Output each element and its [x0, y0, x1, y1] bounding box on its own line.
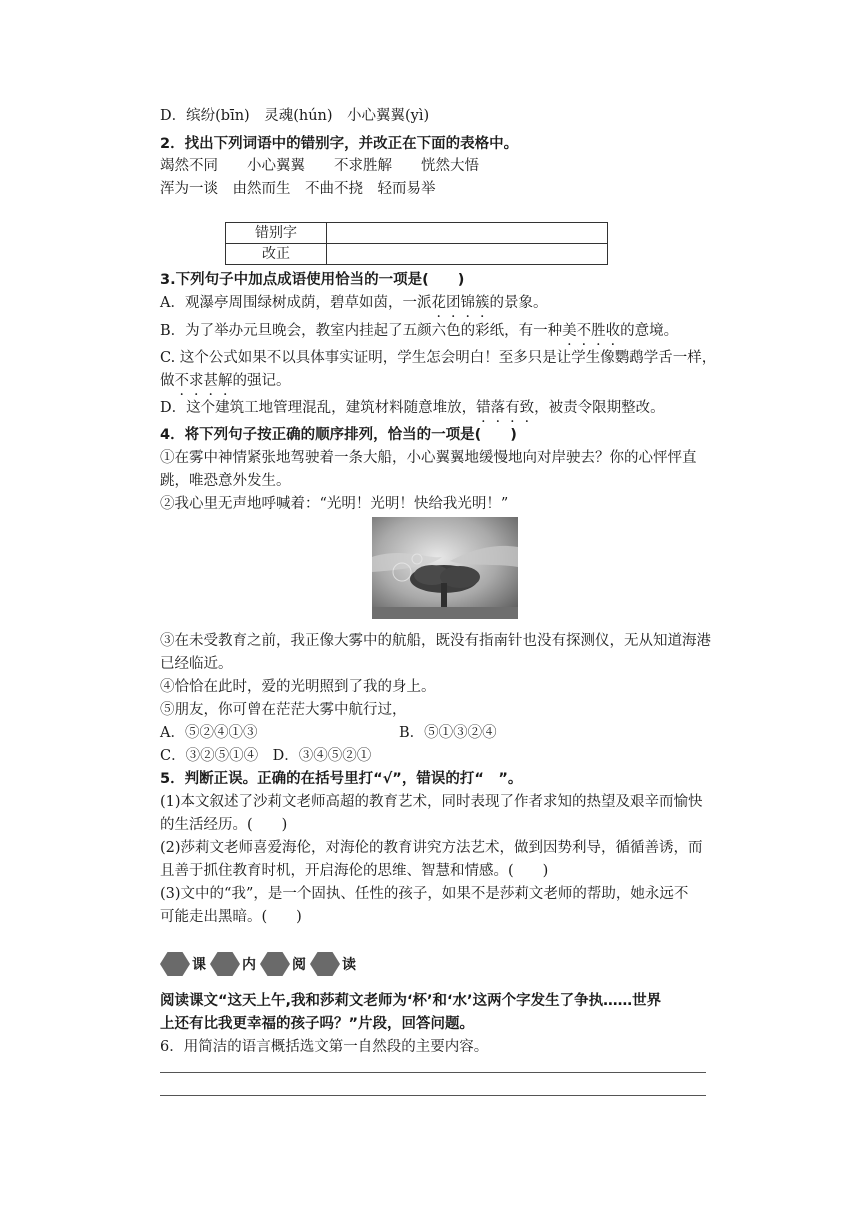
- dotted-char: 锦: [460, 295, 475, 311]
- q3-stem: 3.下列句子中加点成语使用恰当的一项是( ): [160, 272, 465, 288]
- option-text: 的强记。: [232, 373, 291, 389]
- q1-option-d: D．缤纷(bīn) 灵魂(hún) 小心翼翼(yì): [160, 108, 430, 124]
- q4-sentence-3a: ③在未受教育之前，我正像大雾中的航船，既没有指南针也没有探测仪，无从知道海港: [160, 633, 711, 649]
- banner-char: 课: [192, 957, 206, 973]
- q3-option-c-line2: [160, 371, 291, 391]
- option-text: 做: [160, 373, 175, 389]
- q4-sentence-4: ④恰恰在此时，爱的光明照到了我的身上。: [160, 679, 436, 695]
- dotted-char: 解: [218, 373, 233, 389]
- dotted-char: 求: [189, 373, 204, 389]
- dotted-char: 不: [174, 373, 189, 389]
- option-text: A．观瀑亭周围绿树成荫，碧草如茵，一派: [160, 295, 432, 311]
- q4-option-a: A．⑤②④①③: [160, 725, 258, 741]
- option-text: ，被责令限期整改。: [534, 400, 665, 416]
- q4-sentence-1b: 跳，唯恐意外发生。: [160, 473, 291, 489]
- dotted-char: 致: [519, 400, 535, 416]
- q6-stem: 6．用简洁的语言概括选文第一自然段的主要内容。: [160, 1039, 489, 1055]
- q3-option-c-line1: C. 这个公式如果不以具体事实证明，学生怎会明白！至多只是让学生像鹦鹉学舌一样，: [160, 350, 717, 366]
- table-header-wrong-char: 错别字: [226, 223, 327, 244]
- banner-char: 读: [342, 957, 356, 973]
- q5-item-3b: 可能走出黑暗。( ): [160, 909, 302, 925]
- dotted-char: 错: [476, 400, 491, 416]
- answer-line[interactable]: [160, 1095, 706, 1096]
- q4-sentence-5: ⑤朋友，你可曾在茫茫大雾中航行过，: [160, 702, 407, 718]
- correction-table: [225, 222, 608, 265]
- q5-item-1a: (1)本文叙述了沙莉文老师高超的教育艺术，同时表现了作者求知的热望及艰辛而愉快: [160, 794, 703, 810]
- hexagon-icon: [310, 952, 340, 976]
- q2-stem: 2．找出下列词语中的错别字，并改正在下面的表格中。: [160, 136, 519, 152]
- dotted-char: 胜: [591, 323, 606, 339]
- correction-answer-cell[interactable]: [327, 244, 608, 265]
- section-banner: [160, 950, 360, 978]
- q4-stem: 4．将下列句子按正确的顺序排列，恰当的一项是( ): [160, 427, 517, 443]
- dotted-char: 有: [505, 400, 520, 416]
- q4-option-b: B．⑤①③②④: [399, 725, 497, 741]
- dotted-char: 落: [490, 400, 506, 416]
- hexagon-icon: [210, 952, 240, 976]
- dotted-char: 甚: [203, 373, 218, 389]
- hexagon-icon: [160, 952, 190, 976]
- tree-hands-photo: [372, 517, 518, 619]
- dotted-char: 美: [562, 323, 577, 339]
- q3-option-b: [160, 321, 678, 341]
- dotted-char: 花: [431, 295, 446, 311]
- option-text: D．这个建筑工地管理混乱，建筑材料随意堆放，: [160, 400, 477, 416]
- reading-intro-line2: 上还有比我更幸福的孩子吗？”片段，回答问题。: [160, 1016, 475, 1032]
- q3-option-a: [160, 293, 547, 313]
- option-text: 的景象。: [489, 295, 548, 311]
- table-row: [226, 223, 608, 244]
- q3-option-d: [160, 398, 665, 418]
- q5-item-3a: (3)文中的“我”，是一个固执、任性的孩子，如果不是莎莉文老师的帮助，她永远不: [160, 886, 689, 902]
- option-text: B．为了举办元旦晚会，教室内挂起了五颜六色的彩纸，有一种: [160, 323, 563, 339]
- dotted-char: 收: [605, 323, 621, 339]
- q5-stem: 5．判断正误。正确的在括号里打“√”，错误的打“ ”。: [160, 771, 523, 787]
- q4-sentence-1a: ①在雾中神情紧张地驾驶着一条大船，小心翼翼地缓慢地向对岸驶去？你的心怦怦直: [160, 450, 697, 466]
- q5-item-2a: (2)莎莉文老师喜爱海伦，对海伦的教育讲究方法艺术，做到因势利导，循循善诱，而: [160, 840, 703, 856]
- q4-option-cd: C．③②⑤①④ D．③④⑤②①: [160, 748, 372, 764]
- q2-words-row1: 竭然不同 小心翼翼 不求胜解 恍然大悟: [160, 158, 479, 174]
- banner-char: 阅: [292, 957, 306, 973]
- q5-item-2b: 且善于抓住教育时机，开启海伦的思维、智慧和情感。( ): [160, 863, 549, 879]
- option-text: 的意境。: [620, 323, 679, 339]
- wrong-char-answer-cell[interactable]: [327, 223, 608, 244]
- dotted-char: 不: [576, 323, 592, 339]
- q5-item-1b: 的生活经历。( ): [160, 817, 288, 833]
- q4-sentence-3b: 已经临近。: [160, 656, 233, 672]
- table-row: [226, 244, 608, 265]
- dotted-char: 簇: [474, 295, 490, 311]
- reading-intro-line1: 阅读课文“这天上午,我和莎莉文老师为‘杯’和‘水’这两个字发生了争执……世界: [160, 993, 662, 1009]
- table-header-correction: 改正: [226, 244, 327, 265]
- q2-words-row2: 浑为一谈 由然而生 不曲不挠 轻而易举: [160, 181, 436, 197]
- answer-line[interactable]: [160, 1072, 706, 1073]
- hexagon-icon: [260, 952, 290, 976]
- banner-char: 内: [242, 957, 256, 973]
- dotted-char: 团: [445, 295, 461, 311]
- q4-sentence-2: ②我心里无声地呼喊着：“光明！光明！快给我光明！”: [160, 496, 509, 512]
